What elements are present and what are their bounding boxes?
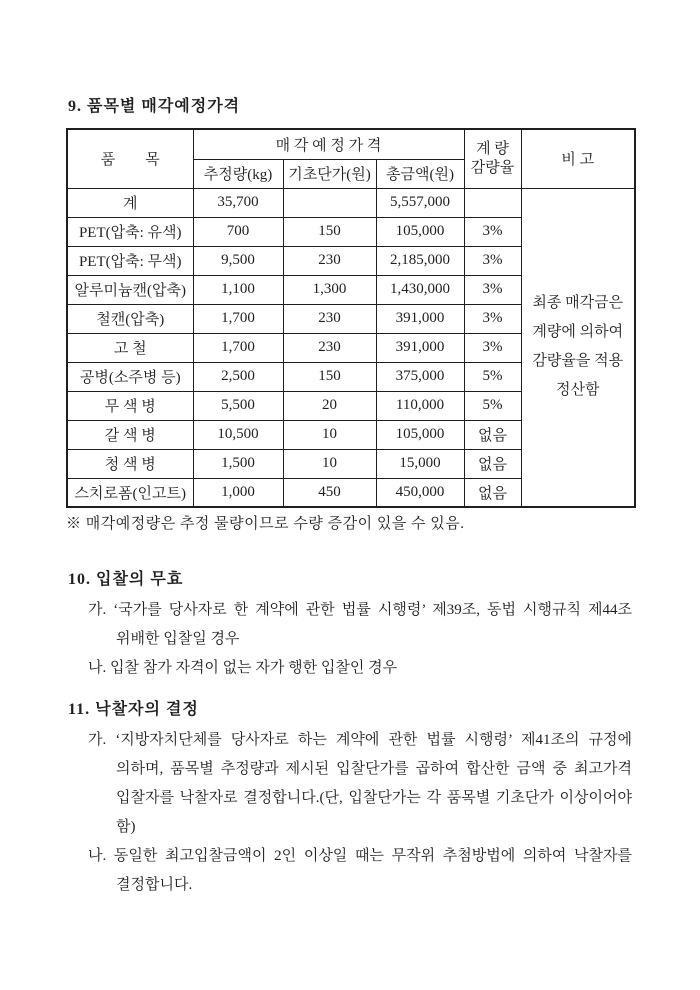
cell-unit: 150	[283, 362, 376, 391]
cell-total: 391,000	[376, 333, 464, 362]
header-qty: 추정량(kg)	[193, 159, 283, 188]
cell-rate: 3%	[464, 275, 521, 304]
cell-total: 110,000	[376, 391, 464, 420]
table-row-total	[67, 188, 635, 217]
header-note: 비 고	[521, 129, 635, 188]
remark-line: 최종 매각금은	[532, 295, 624, 312]
price-table-container	[66, 128, 636, 508]
cell-item: PET(압축: 무색)	[67, 246, 193, 275]
cell-rate: 5%	[464, 391, 521, 420]
cell-item: 철캔(압축)	[67, 304, 193, 333]
cell-rate: 없음	[464, 478, 521, 507]
table-footnote: ※ 매각예정량은 추정 물량이므로 수량 증감이 있을 수 있음.	[66, 516, 465, 532]
price-table	[66, 128, 636, 508]
cell-qty: 700	[193, 217, 283, 246]
section10-clause-ga: 가. ‘국가를 당사자로 한 계약에 관한 법률 시행령’ 제39조, 동법 시행규칙 제44조 위배한 입찰일 경우	[88, 602, 632, 647]
cell-total: 2,185,000	[376, 246, 464, 275]
section11-title: 11. 낙찰자의 결정	[68, 701, 199, 718]
cell-qty: 35,700	[193, 188, 283, 217]
header-item: 품 목	[67, 129, 193, 188]
cell-item: 계	[67, 188, 193, 217]
cell-rate: 3%	[464, 304, 521, 333]
cell-total: 5,557,000	[376, 188, 464, 217]
cell-unit: 20	[283, 391, 376, 420]
cell-total: 450,000	[376, 478, 464, 507]
cell-unit: 230	[283, 304, 376, 333]
cell-total: 391,000	[376, 304, 464, 333]
cell-item: PET(압축: 유색)	[67, 217, 193, 246]
cell-qty: 1,000	[193, 478, 283, 507]
remark-line: 정산함	[556, 382, 600, 399]
header-unit-price: 기초단가(원)	[283, 159, 376, 188]
cell-item: 스치로폼(인고트)	[67, 478, 193, 507]
section10	[68, 566, 632, 683]
cell-item: 알루미늄캔(압축)	[67, 275, 193, 304]
cell-item: 무 색 병	[67, 391, 193, 420]
cell-rate: 3%	[464, 246, 521, 275]
cell-rate: 없음	[464, 420, 521, 449]
cell-qty: 1,700	[193, 304, 283, 333]
cell-unit: 450	[283, 478, 376, 507]
cell-unit: 230	[283, 333, 376, 362]
cell-item: 공병(소주병 등)	[67, 362, 193, 391]
cell-rate: 5%	[464, 362, 521, 391]
cell-item: 갈 색 병	[67, 420, 193, 449]
cell-unit: 230	[283, 246, 376, 275]
cell-total: 105,000	[376, 420, 464, 449]
cell-qty: 10,500	[193, 420, 283, 449]
cell-rate: 3%	[464, 333, 521, 362]
cell-qty: 9,500	[193, 246, 283, 275]
header-weigh-rate-line1: 계 량	[476, 140, 509, 157]
cell-rate: 3%	[464, 217, 521, 246]
cell-total: 105,000	[376, 217, 464, 246]
cell-rate: 없음	[464, 449, 521, 478]
section10-clause-na: 나. 입찰 참가 자격이 없는 자가 행한 입찰인 경우	[88, 660, 398, 676]
remark-line: 계량에 의하여	[532, 324, 624, 341]
cell-qty: 1,100	[193, 275, 283, 304]
cell-unit: 10	[283, 420, 376, 449]
cell-total: 1,430,000	[376, 275, 464, 304]
header-weigh-rate	[464, 129, 521, 188]
section10-title: 10. 입찰의 무효	[68, 571, 184, 588]
cell-total: 15,000	[376, 449, 464, 478]
header-weigh-rate-line2: 감량율	[470, 159, 515, 176]
cell-qty: 2,500	[193, 362, 283, 391]
cell-unit: 10	[283, 449, 376, 478]
cell-rate	[464, 188, 521, 217]
remark-line: 감량율을 적용	[532, 353, 624, 370]
header-price-group: 매 각 예 정 가 격	[193, 129, 464, 159]
cell-unit: 1,300	[283, 275, 376, 304]
cell-unit	[283, 188, 376, 217]
cell-total: 375,000	[376, 362, 464, 391]
cell-qty: 5,500	[193, 391, 283, 420]
section11-clause-na: 나. 동일한 최고입찰금액이 2인 이상일 때는 무작위 추첨방법에 의하여 낙찰자를 결정합니다.	[88, 848, 632, 893]
cell-qty: 1,500	[193, 449, 283, 478]
section11	[68, 696, 632, 900]
header-total: 총금액(원)	[376, 159, 464, 188]
cell-unit: 150	[283, 217, 376, 246]
cell-item: 고 철	[67, 333, 193, 362]
cell-item: 청 색 병	[67, 449, 193, 478]
cell-qty: 1,700	[193, 333, 283, 362]
table-header-row-1	[67, 129, 635, 159]
cell-remark-merged	[521, 188, 635, 507]
section9-title: 9. 품목별 매각예정가격	[68, 98, 241, 115]
section11-clause-ga: 가. ‘지방자치단체를 당사자로 하는 계약에 관한 법률 시행령’ 제41조의 규정에 의하며, 품목별 추정량과 제시된 입찰단가를 곱하여 합산한 금액 중 최고가격 입찰자를 낙찰자로 결정합니다.(단, 입찰단가는 각 품목별 기초단가 이상이어야 함)	[88, 732, 632, 835]
